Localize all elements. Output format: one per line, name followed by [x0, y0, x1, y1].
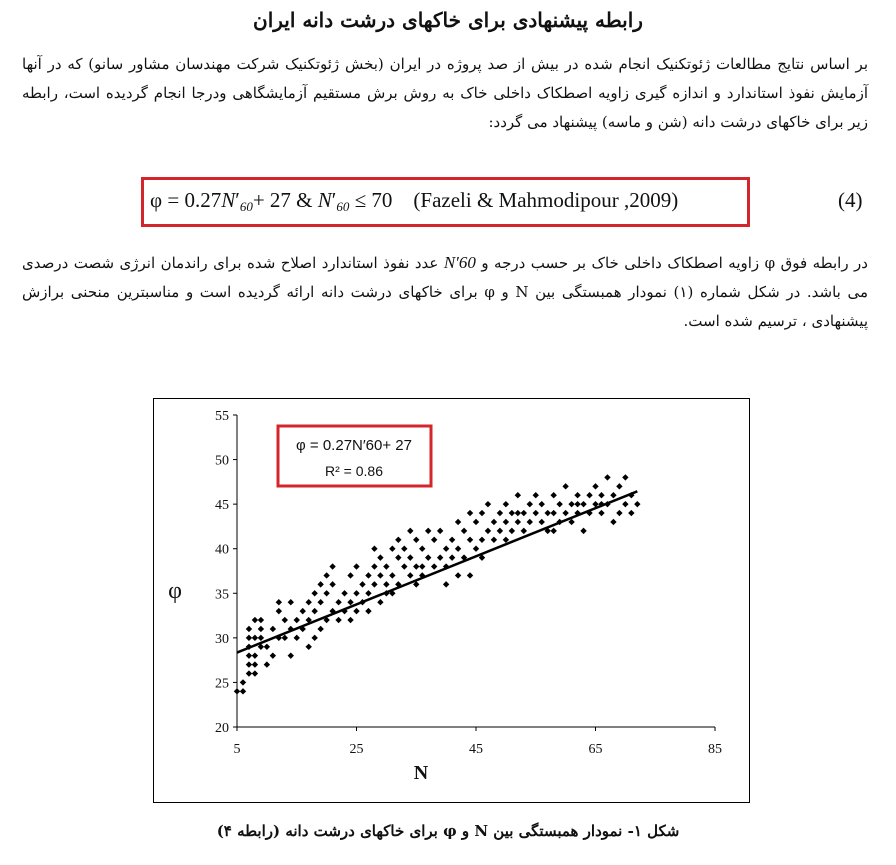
equation-prime: ′: [235, 188, 240, 212]
data-point: [252, 652, 258, 658]
data-point: [335, 599, 341, 605]
data-point: [329, 563, 335, 569]
data-point: [527, 519, 533, 525]
data-point: [252, 661, 258, 667]
data-point: [317, 626, 323, 632]
data-point: [473, 519, 479, 525]
data-point: [503, 519, 509, 525]
equation-cond-prime: ′: [331, 188, 337, 212]
data-point: [545, 510, 551, 516]
data-point: [252, 617, 258, 623]
y-tick-label: 40: [215, 542, 229, 558]
data-point: [550, 510, 556, 516]
data-point: [491, 537, 497, 543]
data-point: [282, 635, 288, 641]
data-point: [497, 528, 503, 534]
data-point: [246, 661, 252, 667]
trendline: [237, 491, 637, 652]
data-point: [604, 474, 610, 480]
y-tick-label: 20: [215, 721, 229, 736]
data-point: [515, 492, 521, 498]
equation-sub: 60: [239, 199, 253, 214]
data-point: [294, 635, 300, 641]
data-point: [270, 652, 276, 658]
data-point: [240, 688, 246, 694]
data-point: [359, 581, 365, 587]
data-point: [568, 501, 574, 507]
data-point: [258, 626, 264, 632]
data-point: [431, 563, 437, 569]
data-point: [306, 644, 312, 650]
data-point: [562, 510, 568, 516]
data-point: [586, 492, 592, 498]
equation-cond-sub: 60: [336, 199, 350, 214]
data-point: [246, 652, 252, 658]
equation-condition: ≤ 70: [354, 188, 393, 212]
data-point: [556, 501, 562, 507]
x-tick-label: 25: [349, 742, 364, 757]
x-tick-label: 5: [233, 742, 241, 757]
data-point: [282, 617, 288, 623]
data-point: [341, 590, 347, 596]
data-point: [353, 563, 359, 569]
data-point: [389, 546, 395, 552]
data-point: [383, 563, 389, 569]
data-point: [503, 501, 509, 507]
data-point: [395, 537, 401, 543]
data-point: [288, 599, 294, 605]
r-squared-label: R² = 0.86: [325, 463, 383, 479]
data-point: [574, 501, 580, 507]
data-point: [479, 510, 485, 516]
y-axis-label: φ: [168, 578, 182, 604]
data-point: [515, 510, 521, 516]
explanation-part1: در رابطه فوق φ زاویه اصطکاک داخلی خاک بر حسب درجه و: [481, 254, 868, 272]
y-tick-label: 35: [215, 587, 229, 603]
equation: [150, 188, 678, 215]
data-point: [497, 510, 503, 516]
data-point: [628, 510, 634, 516]
equation-reference: (Fazeli & Mahmodipour ,2009): [413, 188, 679, 212]
data-point: [449, 537, 455, 543]
explanation-paragraph: [22, 248, 868, 336]
data-point: [592, 483, 598, 489]
equation-n: N: [221, 188, 236, 212]
data-point: [401, 546, 407, 552]
intro-paragraph: بر اساس نتایج مطالعات ژئوتکنیک انجام شده در بیش از صد پروژه در ایران (بخش ژئوتکنیک شرکت مهندسان مشاور سانو) که در آنها آزمایش نفوذ استاندارد و اندازه گیری زاویه اصطکاک داخلی خاک به روش برش مستقیم آزمایشگاهی ودرجا انجام گردیده است، رابطه زیر برای خاکهای درشت دانه (شن و ماسه) پیشنهاد می گردد:: [22, 55, 868, 131]
data-point: [431, 537, 437, 543]
data-point: [580, 528, 586, 534]
data-point: [598, 510, 604, 516]
y-tick-label: 25: [215, 676, 229, 692]
data-point: [413, 563, 419, 569]
data-point: [467, 537, 473, 543]
data-point: [377, 554, 383, 560]
data-point: [449, 554, 455, 560]
explanation-part2: عدد نفوذ استاندارد اصلاح شده برای راندمان انرژی شصت درصدی می باشد. در شکل شماره (۱) نمودار همبستگی بین N و φ برای خاکهای درشت دانه ارائه گردیده است و مناسبترین منحنی برازش پیشنهادی ، ترسیم شده است.: [22, 254, 868, 330]
data-point: [383, 581, 389, 587]
data-point: [371, 581, 377, 587]
x-tick-label: 45: [469, 742, 483, 757]
data-point: [377, 599, 383, 605]
data-point: [539, 519, 545, 525]
data-point: [425, 528, 431, 534]
data-point: [455, 519, 461, 525]
data-point: [246, 626, 252, 632]
figure-caption: شکل ۱- نمودار همبستگی بین N و φ برای خاکهای درشت دانه (رابطه ۴): [216, 822, 680, 840]
data-point: [353, 608, 359, 614]
data-point: [365, 572, 371, 578]
data-point: [365, 608, 371, 614]
data-point: [521, 510, 527, 516]
data-point: [329, 581, 335, 587]
data-point: [598, 492, 604, 498]
data-point: [294, 617, 300, 623]
data-point: [252, 635, 258, 641]
data-point: [407, 572, 413, 578]
data-point: [407, 554, 413, 560]
data-point: [246, 670, 252, 676]
data-point: [473, 546, 479, 552]
data-point: [550, 492, 556, 498]
data-point: [252, 670, 258, 676]
data-point: [234, 688, 240, 694]
data-point: [443, 581, 449, 587]
data-point: [479, 537, 485, 543]
data-point: [509, 510, 515, 516]
data-point: [467, 510, 473, 516]
data-point: [276, 599, 282, 605]
data-point: [317, 581, 323, 587]
x-tick-label: 85: [708, 742, 722, 757]
data-point: [533, 492, 539, 498]
data-point: [311, 635, 317, 641]
data-point: [425, 554, 431, 560]
data-point: [419, 546, 425, 552]
data-point: [527, 501, 533, 507]
trendline-equation: φ = 0.27N′60+ 27: [296, 437, 412, 454]
data-point: [485, 501, 491, 507]
data-point: [264, 644, 270, 650]
data-point: [264, 661, 270, 667]
data-point: [461, 528, 467, 534]
data-point: [347, 617, 353, 623]
section-title: رابطه پیشنهادی برای خاکهای درشت دانه ایران: [253, 8, 643, 32]
data-point: [539, 501, 545, 507]
data-point: [634, 501, 640, 507]
data-point: [371, 546, 377, 552]
data-point: [389, 572, 395, 578]
data-point: [622, 474, 628, 480]
y-tick-label: 50: [215, 453, 229, 469]
scatter-chart: [153, 398, 750, 803]
data-point: [437, 554, 443, 560]
equation-plus: + 27 &: [252, 188, 318, 212]
data-point: [610, 519, 616, 525]
data-point: [270, 626, 276, 632]
data-point: [550, 528, 556, 534]
equation-cond-n: N: [317, 188, 332, 212]
data-point: [323, 590, 329, 596]
data-point: [317, 599, 323, 605]
data-point: [455, 572, 461, 578]
data-point: [347, 572, 353, 578]
data-point: [395, 554, 401, 560]
y-tick-label: 30: [215, 631, 229, 647]
data-point: [515, 519, 521, 525]
data-point: [311, 608, 317, 614]
data-point: [491, 519, 497, 525]
data-point: [288, 652, 294, 658]
equation-lhs: φ = 0.27: [150, 188, 222, 212]
x-axis-label: N: [413, 762, 429, 784]
data-point: [419, 563, 425, 569]
data-point: [311, 590, 317, 596]
data-point: [455, 546, 461, 552]
data-point: [240, 679, 246, 685]
data-point: [371, 563, 377, 569]
y-tick-label: 55: [215, 409, 229, 424]
data-point: [258, 617, 264, 623]
data-point: [616, 510, 622, 516]
data-point: [353, 590, 359, 596]
data-point: [323, 572, 329, 578]
data-point: [574, 492, 580, 498]
data-point: [377, 572, 383, 578]
data-point: [300, 608, 306, 614]
data-point: [521, 528, 527, 534]
data-point: [306, 599, 312, 605]
data-point: [485, 528, 491, 534]
explanation-n60: N′60: [443, 253, 476, 272]
data-point: [258, 635, 264, 641]
data-point: [622, 501, 628, 507]
equation-number: (4): [838, 188, 863, 212]
data-point: [616, 483, 622, 489]
y-tick-label: 45: [215, 498, 229, 514]
data-point: [562, 483, 568, 489]
data-point: [335, 617, 341, 623]
data-point: [533, 510, 539, 516]
data-point: [509, 528, 515, 534]
data-point: [276, 608, 282, 614]
data-point: [467, 572, 473, 578]
data-point: [365, 590, 371, 596]
x-tick-label: 65: [588, 742, 603, 757]
data-point: [610, 492, 616, 498]
data-point: [437, 528, 443, 534]
data-point: [401, 563, 407, 569]
data-point: [580, 501, 586, 507]
data-point: [407, 528, 413, 534]
data-point: [347, 599, 353, 605]
data-point: [413, 537, 419, 543]
data-point: [443, 546, 449, 552]
data-point: [246, 635, 252, 641]
